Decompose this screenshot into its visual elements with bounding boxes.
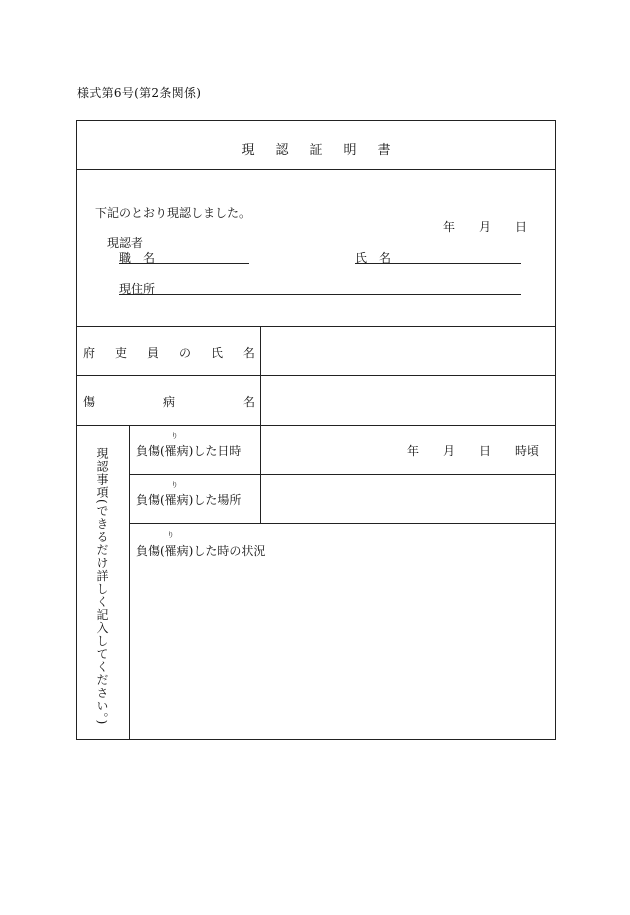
employee-name-field[interactable]: [267, 331, 549, 371]
document-title: 現認証明書: [241, 143, 412, 158]
label-char: 名: [242, 346, 255, 360]
details-heading: 現認事項(できるだけ詳しく記入してください。): [95, 447, 109, 726]
label-char: 名: [242, 395, 255, 409]
name-label: 氏 名: [355, 251, 392, 265]
employee-name-label: [83, 344, 255, 361]
ruby-ri: り: [171, 432, 178, 440]
divider: [129, 523, 555, 524]
datetime-field[interactable]: 年 月 日 時頃: [407, 444, 540, 458]
injury-name-field[interactable]: [267, 381, 549, 421]
place-label: 負傷(罹病)した場所: [136, 493, 242, 507]
divider: [77, 375, 555, 376]
label-char: 病: [162, 395, 175, 409]
situation-label: 負傷(罹病)した時の状況: [136, 544, 266, 558]
situation-field[interactable]: [137, 561, 549, 733]
name-field[interactable]: [355, 263, 521, 264]
ruby-ri: り: [171, 481, 178, 489]
divider: [260, 326, 261, 426]
label-char: 傷: [83, 395, 96, 409]
date-field[interactable]: 年 月 日: [443, 220, 528, 234]
divider: [129, 474, 555, 475]
address-label: 現住所: [119, 282, 156, 296]
witness-label: 現認者: [107, 236, 144, 250]
datetime-label: 負傷(罹病)した日時: [136, 444, 242, 458]
witness-certificate-form: [76, 120, 556, 740]
label-char: 府: [83, 346, 96, 360]
divider: [77, 326, 555, 327]
intro-text: 下記のとおり現認しました。: [95, 206, 252, 220]
label-char: 員: [146, 346, 159, 360]
post-field[interactable]: [119, 263, 249, 264]
divider: [77, 425, 555, 426]
label-char: の: [178, 346, 191, 360]
form-code: 様式第6号(第2条関係): [77, 86, 202, 100]
divider: [260, 425, 261, 523]
post-label: 職 名: [119, 251, 156, 265]
label-char: 氏: [210, 346, 223, 360]
label-char: 吏: [114, 346, 127, 360]
injury-name-label: [83, 393, 255, 410]
ruby-ri: り: [167, 531, 174, 539]
address-field[interactable]: [119, 294, 521, 295]
place-field[interactable]: [267, 479, 549, 519]
divider: [77, 169, 555, 170]
divider: [129, 425, 130, 740]
